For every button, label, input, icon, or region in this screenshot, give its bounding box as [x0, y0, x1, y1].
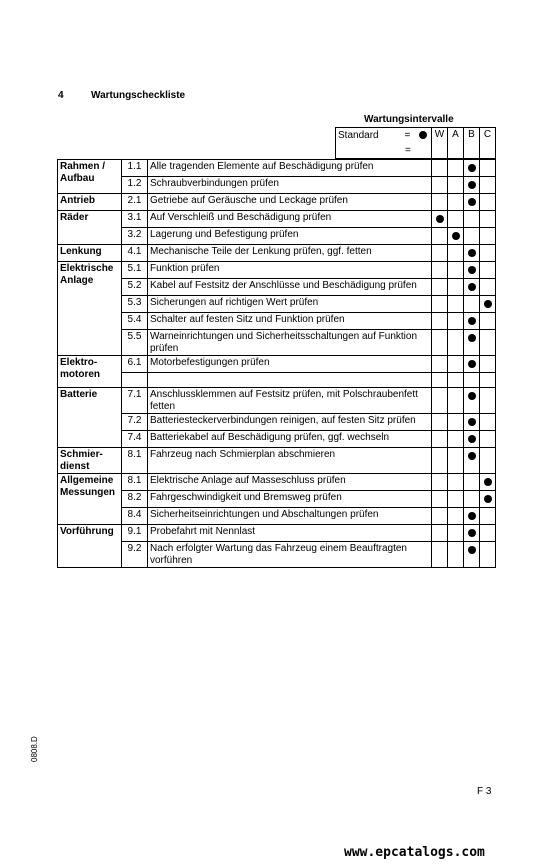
interval-cell-b [464, 194, 480, 211]
bullet-icon [468, 529, 476, 537]
item-number: 7.1 [122, 388, 148, 414]
interval-cell-c [480, 194, 496, 211]
interval-cell-c [480, 160, 496, 177]
item-text: Schalter auf festen Sitz und Funktion prüfen [148, 313, 432, 330]
bullet-icon [484, 478, 492, 486]
item-number: 5.2 [122, 279, 148, 296]
checklist-row [58, 177, 496, 194]
interval-cell-b [464, 279, 480, 296]
checklist-row [58, 508, 496, 525]
item-text: Funktion prüfen [148, 262, 432, 279]
interval-cell-a [448, 448, 464, 474]
interval-cell-a [448, 313, 464, 330]
interval-cell-b [464, 262, 480, 279]
interval-cell-w [432, 414, 448, 431]
item-number: 5.4 [122, 313, 148, 330]
bullet-icon [468, 512, 476, 520]
interval-cell-a [448, 177, 464, 194]
interval-cell-c [480, 525, 496, 542]
interval-cell-a [448, 414, 464, 431]
interval-cell-a [448, 279, 464, 296]
interval-cell-a [448, 262, 464, 279]
interval-cell-w [432, 388, 448, 414]
checklist-row [58, 228, 496, 245]
bullet-icon [468, 546, 476, 554]
interval-cell-w [432, 373, 448, 388]
checklist-row [58, 279, 496, 296]
interval-cell-b [464, 373, 480, 388]
item-text: Getriebe auf Geräusche und Leckage prüfen [148, 194, 432, 211]
item-number: 9.1 [122, 525, 148, 542]
item-number: 1.1 [122, 160, 148, 177]
document-code: 0808.D [30, 736, 39, 762]
interval-cell-a [448, 474, 464, 491]
item-text: Schraubverbindungen prüfen [148, 177, 432, 194]
bullet-icon [468, 283, 476, 291]
interval-cell-w [432, 296, 448, 313]
item-text: Sicherungen auf richtigen Wert prüfen [148, 296, 432, 313]
item-number: 9.2 [122, 542, 148, 568]
bullet-icon [436, 215, 444, 223]
interval-cell-c [480, 279, 496, 296]
interval-cell-a [448, 211, 464, 228]
item-number: 1.2 [122, 177, 148, 194]
item-number: 5.1 [122, 262, 148, 279]
item-text: Lagerung und Befestigung prüfen [148, 228, 432, 245]
item-number: 5.3 [122, 296, 148, 313]
interval-cell-a [448, 356, 464, 373]
interval-cell-c [480, 356, 496, 373]
item-text: Elektrische Anlage auf Masseschluss prüfen [148, 474, 432, 491]
checklist-row [58, 373, 496, 388]
interval-cell-a [448, 296, 464, 313]
item-text: Mechanische Teile der Lenkung prüfen, ggf. fetten [148, 245, 432, 262]
interval-cell-w [432, 262, 448, 279]
interval-cell-c [480, 373, 496, 388]
item-text: Warneinrichtungen und Sicherheitsschaltungen auf Funktion prüfen [148, 330, 432, 356]
bullet-icon [419, 131, 427, 139]
interval-cell-w [432, 508, 448, 525]
bullet-icon [468, 317, 476, 325]
interval-cell-c [480, 296, 496, 313]
interval-cell-w [432, 542, 448, 568]
interval-cell-c [480, 474, 496, 491]
checklist-row [58, 525, 496, 542]
interval-cell-a [448, 194, 464, 211]
interval-cell-a [448, 228, 464, 245]
item-text: Batteriekabel auf Beschädigung prüfen, ggf. wechseln [148, 431, 432, 448]
interval-cell-a [448, 525, 464, 542]
interval-cell-b [464, 211, 480, 228]
interval-col-c: C [480, 128, 496, 159]
interval-cell-c [480, 388, 496, 414]
interval-cell-b [464, 245, 480, 262]
bullet-icon [468, 181, 476, 189]
item-number: 7.2 [122, 414, 148, 431]
item-text: Sicherheitseinrichtungen und Abschaltungen prüfen [148, 508, 432, 525]
interval-cell-b [464, 474, 480, 491]
interval-cell-c [480, 448, 496, 474]
group-name: Rahmen / Aufbau [58, 160, 122, 194]
checklist-row [58, 448, 496, 474]
item-text: Anschlussklemmen auf Festsitz prüfen, mit Polschraubenfett fetten [148, 388, 432, 414]
interval-cell-b [464, 491, 480, 508]
interval-cell-w [432, 194, 448, 211]
item-text: Auf Verschleiß und Beschädigung prüfen [148, 211, 432, 228]
interval-cell-b [464, 508, 480, 525]
page-number: F 3 [477, 786, 492, 797]
section-title: Wartungscheckliste [91, 90, 186, 101]
group-name: Lenkung [58, 245, 122, 262]
item-text: Nach erfolgter Wartung das Fahrzeug einem Beauftragten vorführen [148, 542, 432, 568]
interval-cell-w [432, 431, 448, 448]
checklist-row [58, 313, 496, 330]
interval-cell-c [480, 431, 496, 448]
checklist-row [58, 491, 496, 508]
interval-cell-b [464, 525, 480, 542]
interval-cell-b [464, 160, 480, 177]
intervals-title: Wartungsintervalle [364, 114, 454, 125]
interval-cell-w [432, 525, 448, 542]
checklist-row [58, 414, 496, 431]
group-name: Batterie [58, 388, 122, 448]
interval-cell-c [480, 508, 496, 525]
bullet-icon [452, 232, 460, 240]
item-number: 8.1 [122, 474, 148, 491]
interval-cell-w [432, 491, 448, 508]
section-number: 4 [58, 90, 64, 101]
item-text: Probefahrt mit Nennlast [148, 525, 432, 542]
item-text: Fahrzeug nach Schmierplan abschmieren [148, 448, 432, 474]
interval-cell-c [480, 262, 496, 279]
interval-cell-a [448, 388, 464, 414]
interval-col-b: B [464, 128, 480, 159]
interval-col-a: A [448, 128, 464, 159]
checklist-row [58, 542, 496, 568]
bullet-icon [468, 164, 476, 172]
checklist-row [58, 474, 496, 491]
group-name: Räder [58, 211, 122, 245]
interval-cell-c [480, 245, 496, 262]
group-name: Vorführung [58, 525, 122, 568]
interval-cell-b [464, 313, 480, 330]
interval-cell-b [464, 296, 480, 313]
equals-sign-2: = [405, 145, 411, 156]
interval-cell-a [448, 431, 464, 448]
group-name: Antrieb [58, 194, 122, 211]
interval-cell-c [480, 414, 496, 431]
item-text [148, 373, 432, 388]
item-number: 8.4 [122, 508, 148, 525]
standard-legend-cell [336, 128, 432, 159]
interval-cell-b [464, 228, 480, 245]
checklist-row [58, 262, 496, 279]
interval-cell-w [432, 160, 448, 177]
interval-cell-b [464, 542, 480, 568]
interval-cell-a [448, 330, 464, 356]
bullet-icon [468, 452, 476, 460]
interval-cell-w [432, 245, 448, 262]
group-name: Schmier-dienst [58, 448, 122, 474]
interval-cell-w [432, 474, 448, 491]
interval-cell-b [464, 388, 480, 414]
interval-cell-b [464, 330, 480, 356]
item-number: 6.1 [122, 356, 148, 373]
bullet-icon [484, 495, 492, 503]
interval-cell-a [448, 542, 464, 568]
interval-cell-c [480, 313, 496, 330]
checklist-table [57, 159, 496, 568]
group-name: Elektrische Anlage [58, 262, 122, 356]
checklist-row [58, 431, 496, 448]
interval-cell-w [432, 279, 448, 296]
interval-cell-w [432, 330, 448, 356]
standard-label: Standard [338, 130, 379, 141]
bullet-icon [468, 392, 476, 400]
bullet-icon [468, 334, 476, 342]
group-name: Elektro-motoren [58, 356, 122, 388]
checklist-row [58, 194, 496, 211]
interval-cell-a [448, 508, 464, 525]
interval-cell-a [448, 160, 464, 177]
item-number: 3.1 [122, 211, 148, 228]
interval-cell-w [432, 177, 448, 194]
bullet-icon [468, 198, 476, 206]
interval-cell-b [464, 414, 480, 431]
item-number: 5.5 [122, 330, 148, 356]
checklist-row [58, 245, 496, 262]
interval-cell-w [432, 211, 448, 228]
intervals-legend-table [335, 127, 496, 159]
checklist-body [58, 160, 496, 568]
interval-cell-c [480, 330, 496, 356]
interval-cell-b [464, 431, 480, 448]
bullet-icon [468, 435, 476, 443]
interval-cell-w [432, 313, 448, 330]
interval-cell-w [432, 448, 448, 474]
interval-cell-c [480, 228, 496, 245]
checklist-row [58, 388, 496, 414]
interval-cell-w [432, 228, 448, 245]
item-text: Fahrgeschwindigkeit und Bremsweg prüfen [148, 491, 432, 508]
group-name: Allgemeine Messungen [58, 474, 122, 525]
checklist-row [58, 160, 496, 177]
item-text: Batteriesteckerverbindungen reinigen, auf festen Sitz prüfen [148, 414, 432, 431]
interval-cell-a [448, 491, 464, 508]
interval-cell-a [448, 245, 464, 262]
checklist-row [58, 296, 496, 313]
interval-cell-w [432, 356, 448, 373]
watermark: www.epcatalogs.com [344, 845, 485, 860]
interval-cell-c [480, 491, 496, 508]
item-number [122, 373, 148, 388]
bullet-icon [468, 266, 476, 274]
checklist-row [58, 330, 496, 356]
checklist-row [58, 211, 496, 228]
bullet-icon [468, 360, 476, 368]
equals-sign: = [404, 130, 411, 141]
item-text: Motorbefestigungen prüfen [148, 356, 432, 373]
item-text: Kabel auf Festsitz der Anschlüsse und Beschädigung prüfen [148, 279, 432, 296]
bullet-icon [468, 418, 476, 426]
bullet-icon [468, 249, 476, 257]
item-number: 3.2 [122, 228, 148, 245]
item-number: 4.1 [122, 245, 148, 262]
interval-col-w: W [432, 128, 448, 159]
interval-cell-b [464, 448, 480, 474]
interval-cell-a [448, 373, 464, 388]
item-text: Alle tragenden Elemente auf Beschädigung prüfen [148, 160, 432, 177]
interval-cell-c [480, 211, 496, 228]
bullet-icon [484, 300, 492, 308]
interval-cell-c [480, 542, 496, 568]
interval-cell-c [480, 177, 496, 194]
item-number: 2.1 [122, 194, 148, 211]
checklist-row [58, 356, 496, 373]
item-number: 8.2 [122, 491, 148, 508]
item-number: 8.1 [122, 448, 148, 474]
interval-cell-b [464, 177, 480, 194]
item-number: 7.4 [122, 431, 148, 448]
interval-cell-b [464, 356, 480, 373]
